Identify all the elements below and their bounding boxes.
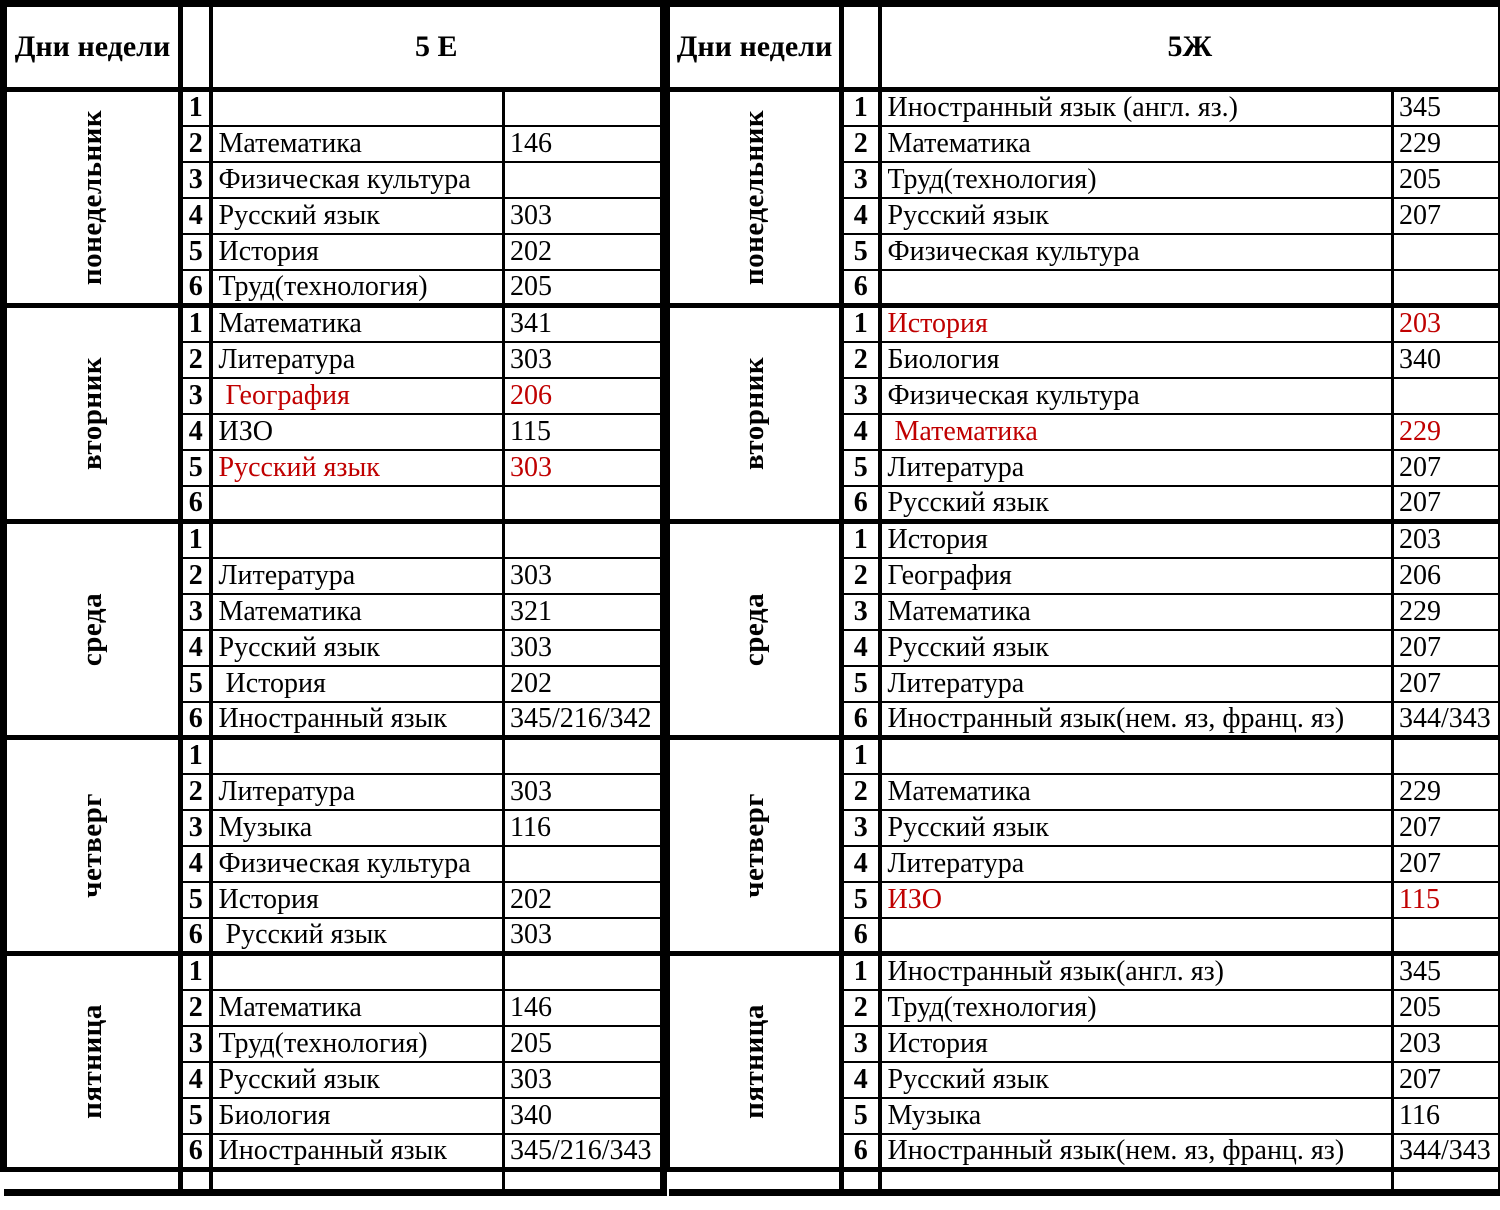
lesson-number-cell: 6 — [842, 702, 880, 738]
subject-cell: География — [211, 378, 504, 414]
room-cell: 303 — [504, 1062, 664, 1098]
lesson-number-cell: 4 — [181, 846, 211, 882]
room-cell: 207 — [1393, 1062, 1500, 1098]
day-cell-tuesday — [4, 306, 181, 522]
room-cell: 303 — [504, 630, 664, 666]
subject-cell: Музыка — [211, 810, 504, 846]
day-cell-thursday — [4, 738, 181, 954]
room-cell — [504, 846, 664, 882]
lesson-number-cell: 3 — [842, 1026, 880, 1062]
subject-cell: Литература — [880, 450, 1393, 486]
room-cell: 202 — [504, 666, 664, 702]
room-cell: 344/343 — [1393, 1134, 1500, 1170]
subject-cell: Литература — [211, 774, 504, 810]
room-cell: 203 — [1393, 306, 1500, 342]
room-cell: 146 — [504, 126, 664, 162]
day-cell-monday — [4, 90, 181, 306]
room-cell: 303 — [504, 558, 664, 594]
day-cell-thursday — [669, 738, 842, 954]
subject-cell: Математика — [211, 306, 504, 342]
empty-cell — [4, 1170, 181, 1193]
room-cell: 207 — [1393, 630, 1500, 666]
room-cell: 207 — [1393, 198, 1500, 234]
lesson-number-cell: 6 — [842, 270, 880, 306]
lesson-number-cell: 1 — [181, 306, 211, 342]
room-cell: 205 — [504, 1026, 664, 1062]
lesson-number-cell: 5 — [842, 234, 880, 270]
subject-cell — [211, 954, 504, 990]
lesson-number-cell: 5 — [842, 882, 880, 918]
subject-cell: Литература — [211, 342, 504, 378]
room-cell: 205 — [1393, 990, 1500, 1026]
day-name-label: среда — [76, 592, 108, 667]
day-name-label: пятница — [76, 1004, 108, 1119]
lesson-number-cell: 3 — [181, 1026, 211, 1062]
subject-cell: Русский язык — [211, 198, 504, 234]
day-cell-friday — [4, 954, 181, 1170]
lesson-number-cell: 4 — [842, 414, 880, 450]
lesson-number-cell: 4 — [181, 630, 211, 666]
day-cell-wednesday — [4, 522, 181, 738]
room-cell: 229 — [1393, 594, 1500, 630]
subject-cell: Математика — [880, 594, 1393, 630]
lesson-number-cell: 6 — [842, 1134, 880, 1170]
day-cell-tuesday — [669, 306, 842, 522]
subject-cell: Математика — [211, 126, 504, 162]
lesson-number-cell: 3 — [181, 594, 211, 630]
room-cell: 321 — [504, 594, 664, 630]
room-cell — [1393, 234, 1500, 270]
lesson-number-cell: 4 — [842, 846, 880, 882]
subject-cell: История — [211, 666, 504, 702]
lesson-number-cell: 6 — [181, 1134, 211, 1170]
subject-cell: Иностранный язык(нем. яз, франц. яз) — [880, 702, 1393, 738]
subject-cell: Русский язык — [880, 486, 1393, 522]
room-cell — [504, 738, 664, 774]
lesson-number-cell: 5 — [842, 666, 880, 702]
room-cell: 303 — [504, 342, 664, 378]
room-cell: 303 — [504, 198, 664, 234]
lesson-number-cell: 4 — [842, 630, 880, 666]
room-cell: 115 — [504, 414, 664, 450]
room-cell: 206 — [504, 378, 664, 414]
room-cell: 205 — [504, 270, 664, 306]
subject-cell: Русский язык — [880, 630, 1393, 666]
room-cell — [504, 162, 664, 198]
room-cell: 116 — [1393, 1098, 1500, 1134]
room-cell: 345/216/342 — [504, 702, 664, 738]
subject-cell: Физическая культура — [211, 846, 504, 882]
class-name-header: 5 Е — [211, 4, 664, 90]
empty-cell — [1393, 1170, 1500, 1193]
room-cell — [504, 522, 664, 558]
subject-cell: Музыка — [880, 1098, 1393, 1134]
empty-cell — [880, 1170, 1393, 1193]
empty-cell — [211, 1170, 504, 1193]
lesson-number-cell: 4 — [181, 1062, 211, 1098]
room-cell — [1393, 918, 1500, 954]
room-cell: 203 — [1393, 1026, 1500, 1062]
room-cell: 340 — [504, 1098, 664, 1134]
room-cell: 207 — [1393, 810, 1500, 846]
subject-cell: ИЗО — [211, 414, 504, 450]
subject-cell: Русский язык — [880, 810, 1393, 846]
room-cell: 206 — [1393, 558, 1500, 594]
lesson-number-cell: 1 — [181, 522, 211, 558]
day-cell-friday — [669, 954, 842, 1170]
subject-cell: Физическая культура — [211, 162, 504, 198]
lesson-number-cell: 5 — [842, 450, 880, 486]
room-cell: 345/216/343 — [504, 1134, 664, 1170]
subject-cell: Литература — [211, 558, 504, 594]
subject-cell: История — [211, 882, 504, 918]
subject-cell: Математика — [880, 774, 1393, 810]
room-cell: 229 — [1393, 774, 1500, 810]
room-cell: 202 — [504, 882, 664, 918]
room-cell: 344/343 — [1393, 702, 1500, 738]
subject-cell: Труд(технология) — [211, 270, 504, 306]
subject-cell — [211, 522, 504, 558]
empty-cell — [669, 1170, 842, 1193]
subject-cell: Биология — [211, 1098, 504, 1134]
room-cell: 303 — [504, 450, 664, 486]
day-name-label: понедельник — [738, 109, 771, 286]
lesson-number-cell: 2 — [842, 774, 880, 810]
day-name-label: вторник — [76, 356, 108, 471]
room-cell — [504, 954, 664, 990]
lesson-number-cell: 5 — [181, 882, 211, 918]
lesson-number-cell: 2 — [842, 126, 880, 162]
subject-cell: История — [880, 306, 1393, 342]
lesson-number-column-header — [181, 4, 211, 90]
subject-cell: Математика — [880, 126, 1393, 162]
lesson-number-cell: 6 — [842, 918, 880, 954]
room-cell: 340 — [1393, 342, 1500, 378]
subject-cell — [211, 738, 504, 774]
day-name-label: четверг — [76, 793, 108, 898]
lesson-number-cell: 5 — [181, 1098, 211, 1134]
lesson-number-cell: 4 — [842, 1062, 880, 1098]
lesson-number-cell: 1 — [181, 90, 211, 126]
lesson-number-column-header — [842, 4, 880, 90]
subject-cell: Литература — [880, 666, 1393, 702]
room-cell: 202 — [504, 234, 664, 270]
room-cell: 303 — [504, 918, 664, 954]
room-cell — [1393, 738, 1500, 774]
timetable-5zh — [667, 0, 1500, 1196]
lesson-number-cell: 3 — [181, 378, 211, 414]
subject-cell — [880, 918, 1393, 954]
subject-cell: История — [880, 522, 1393, 558]
day-cell-wednesday — [669, 522, 842, 738]
room-cell: 345 — [1393, 954, 1500, 990]
lesson-number-cell: 4 — [181, 198, 211, 234]
lesson-number-cell: 4 — [842, 198, 880, 234]
subject-cell: Математика — [211, 990, 504, 1026]
subject-cell: Физическая культура — [880, 378, 1393, 414]
room-cell: 229 — [1393, 414, 1500, 450]
room-cell: 207 — [1393, 486, 1500, 522]
subject-cell: Русский язык — [211, 1062, 504, 1098]
days-of-week-header: Дни недели — [4, 4, 181, 90]
lesson-number-cell: 2 — [842, 558, 880, 594]
day-cell-monday — [669, 90, 842, 306]
subject-cell: Труд(технология) — [880, 162, 1393, 198]
subject-cell: История — [880, 1026, 1393, 1062]
subject-cell — [880, 270, 1393, 306]
subject-cell: Литература — [880, 846, 1393, 882]
class-name-header: 5Ж — [880, 4, 1500, 90]
room-cell: 116 — [504, 810, 664, 846]
lesson-number-cell: 1 — [181, 954, 211, 990]
lesson-number-cell: 1 — [842, 90, 880, 126]
room-cell: 229 — [1393, 126, 1500, 162]
subject-cell: Математика — [211, 594, 504, 630]
day-name-label: четверг — [738, 793, 771, 898]
room-cell: 203 — [1393, 522, 1500, 558]
lesson-number-cell: 1 — [842, 522, 880, 558]
day-name-label: пятница — [738, 1004, 771, 1119]
day-name-label: вторник — [738, 356, 771, 471]
lesson-number-cell: 2 — [181, 558, 211, 594]
room-cell: 146 — [504, 990, 664, 1026]
subject-cell: Иностранный язык(нем. яз, франц. яз) — [880, 1134, 1393, 1170]
room-cell: 341 — [504, 306, 664, 342]
lesson-number-cell: 2 — [181, 342, 211, 378]
subject-cell: Математика — [880, 414, 1393, 450]
subject-cell: Иностранный язык — [211, 1134, 504, 1170]
room-cell: 207 — [1393, 666, 1500, 702]
subject-cell: География — [880, 558, 1393, 594]
room-cell — [1393, 378, 1500, 414]
subject-cell: Русский язык — [880, 198, 1393, 234]
lesson-number-cell: 6 — [181, 918, 211, 954]
lesson-number-cell: 6 — [181, 270, 211, 306]
room-cell: 303 — [504, 774, 664, 810]
room-cell: 345 — [1393, 90, 1500, 126]
subject-cell: Иностранный язык(англ. яз) — [880, 954, 1393, 990]
lesson-number-cell: 3 — [842, 594, 880, 630]
subject-cell: История — [211, 234, 504, 270]
timetable-5e — [0, 0, 667, 1196]
lesson-number-cell: 5 — [181, 450, 211, 486]
room-cell: 207 — [1393, 846, 1500, 882]
lesson-number-cell: 2 — [181, 774, 211, 810]
room-cell: 207 — [1393, 450, 1500, 486]
subject-cell: Биология — [880, 342, 1393, 378]
lesson-number-cell: 1 — [842, 738, 880, 774]
subject-cell — [880, 738, 1393, 774]
subject-cell: Русский язык — [211, 450, 504, 486]
subject-cell — [211, 90, 504, 126]
lesson-number-cell: 3 — [181, 810, 211, 846]
lesson-number-cell: 4 — [181, 414, 211, 450]
lesson-number-cell: 6 — [181, 702, 211, 738]
subject-cell: Иностранный язык (англ. яз.) — [880, 90, 1393, 126]
lesson-number-cell: 3 — [842, 810, 880, 846]
subject-cell: Иностранный язык — [211, 702, 504, 738]
room-cell: 115 — [1393, 882, 1500, 918]
day-name-label: понедельник — [76, 109, 108, 286]
lesson-number-cell: 2 — [842, 342, 880, 378]
subject-cell: Русский язык — [880, 1062, 1393, 1098]
lesson-number-cell: 3 — [842, 378, 880, 414]
lesson-number-cell: 1 — [181, 738, 211, 774]
room-cell — [504, 486, 664, 522]
empty-cell — [181, 1170, 211, 1193]
lesson-number-cell: 1 — [842, 954, 880, 990]
lesson-number-cell: 6 — [842, 486, 880, 522]
lesson-number-cell: 2 — [181, 126, 211, 162]
lesson-number-cell: 5 — [842, 1098, 880, 1134]
lesson-number-cell: 1 — [842, 306, 880, 342]
subject-cell: Труд(технология) — [880, 990, 1393, 1026]
room-cell: 205 — [1393, 162, 1500, 198]
days-of-week-header: Дни недели — [669, 4, 842, 90]
lesson-number-cell: 3 — [842, 162, 880, 198]
room-cell — [1393, 270, 1500, 306]
lesson-number-cell: 6 — [181, 486, 211, 522]
lesson-number-cell: 5 — [181, 666, 211, 702]
empty-cell — [504, 1170, 664, 1193]
subject-cell — [211, 486, 504, 522]
room-cell — [504, 90, 664, 126]
day-name-label: среда — [738, 592, 771, 667]
empty-cell — [842, 1170, 880, 1193]
lesson-number-cell: 2 — [181, 990, 211, 1026]
lesson-number-cell: 5 — [181, 234, 211, 270]
subject-cell: Труд(технология) — [211, 1026, 504, 1062]
subject-cell: ИЗО — [880, 882, 1393, 918]
subject-cell: Физическая культура — [880, 234, 1393, 270]
subject-cell: Русский язык — [211, 630, 504, 666]
subject-cell: Русский язык — [211, 918, 504, 954]
lesson-number-cell: 3 — [181, 162, 211, 198]
lesson-number-cell: 2 — [842, 990, 880, 1026]
